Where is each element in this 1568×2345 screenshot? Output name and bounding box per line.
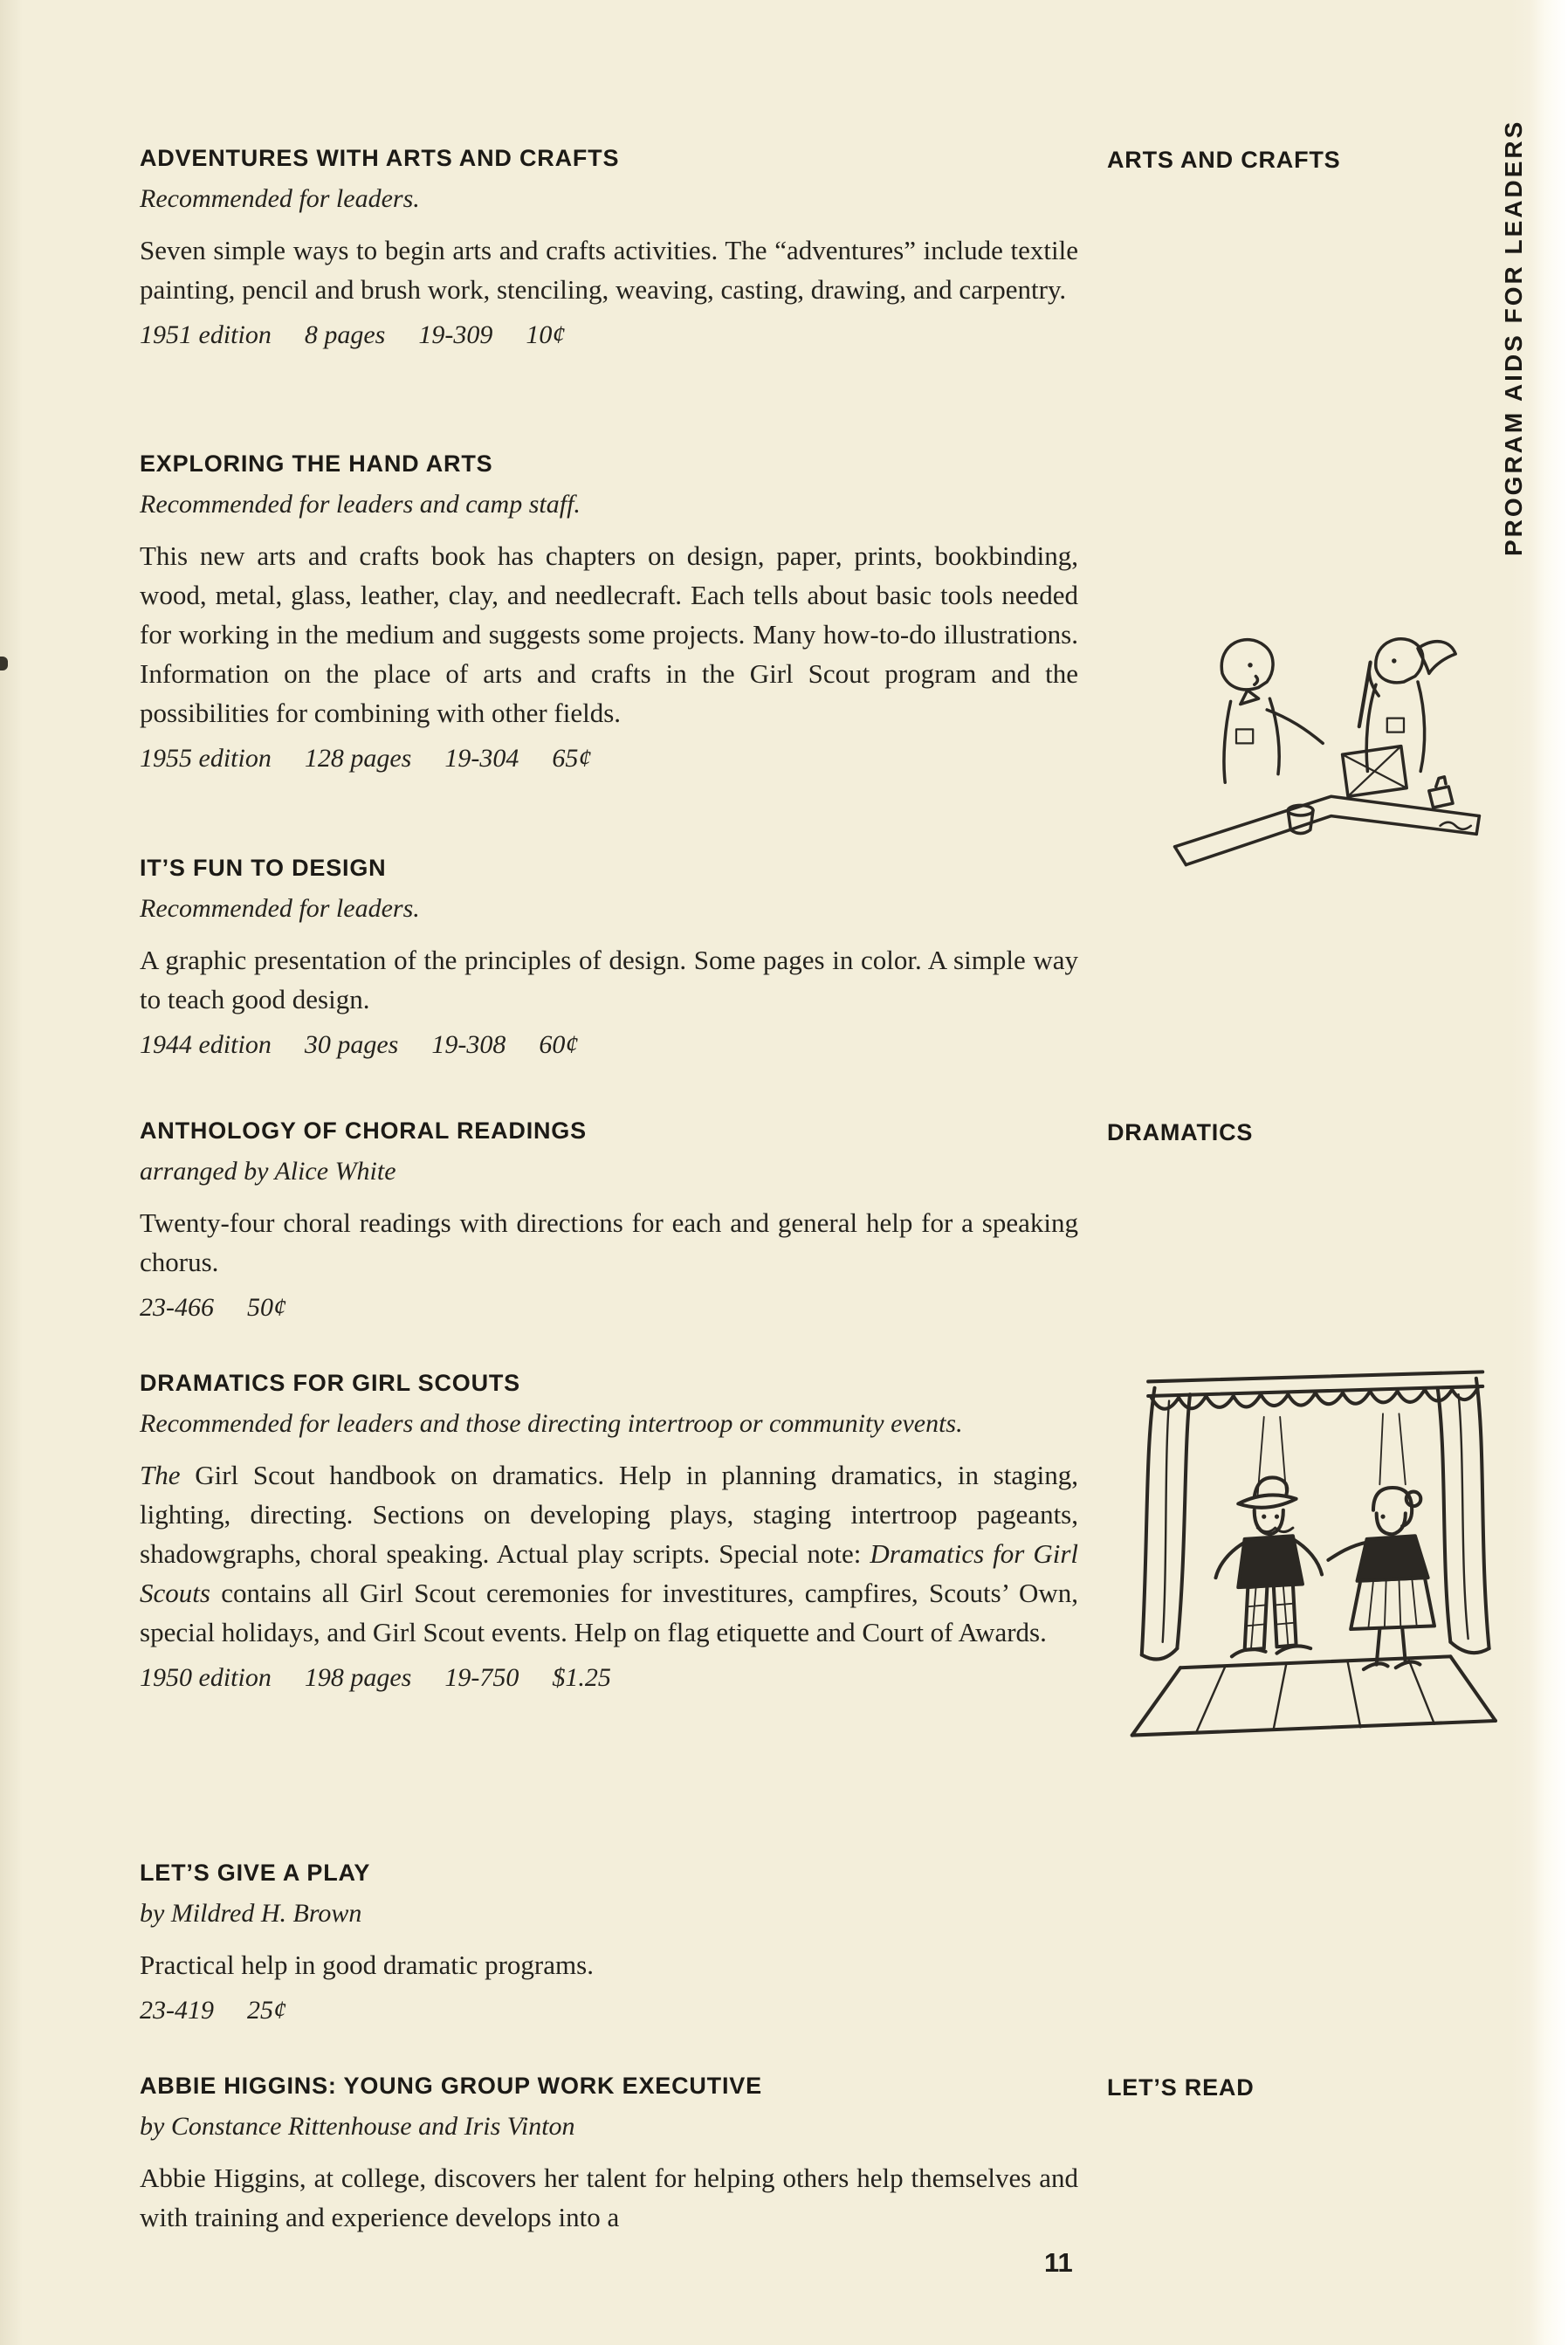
body-italic-run: Dramatics for Girl Scouts <box>140 1538 1078 1608</box>
meta-item: 8 pages <box>304 320 386 349</box>
book-entry <box>140 448 1078 777</box>
book-title: ADVENTURES WITH ARTS AND CRAFTS <box>140 145 620 171</box>
meta-item: 30 pages <box>304 1030 399 1059</box>
meta-item: 50¢ <box>247 1293 286 1322</box>
book-subtitle: Recommended for leaders. <box>140 184 420 213</box>
book-title: ABBIE HIGGINS: YOUNG GROUP WORK EXECUTIVE <box>140 2073 762 2099</box>
book-entry <box>140 1115 1078 1326</box>
book-entry <box>140 852 1078 1063</box>
book-description: Seven simple ways to begin arts and crafts activities. The “adventures” include textile painting, pencil and brush work, stenciling, weaving, casting, drawing, and carpentry. <box>140 235 1078 305</box>
book-description <box>140 1455 1078 1652</box>
stage-floor <box>1132 1656 1496 1735</box>
book-entry <box>140 1367 1078 1696</box>
puppet-strings <box>1257 1413 1405 1497</box>
stage-frame <box>1148 1372 1482 1408</box>
meta-item: 128 pages <box>304 744 412 773</box>
body-run: Girl Scout handbook on dramatics. Help in planning dramatics, in staging, lighting, directing. Sections on developing plays, staging intertroop pageants, shadowgraphs, choral speaking. Actual play scripts. Special note: <box>140 1460 1078 1569</box>
book-meta <box>140 1027 1078 1063</box>
meta-item: 19-309 <box>418 320 493 349</box>
stage-curtains <box>1142 1379 1489 1660</box>
body-italic-run: The <box>140 1460 181 1490</box>
meta-item: 65¢ <box>552 744 592 773</box>
girl-puppet <box>1328 1488 1434 1669</box>
girls-crafting-illustration <box>1166 625 1488 920</box>
book-meta <box>140 740 1078 777</box>
book-byline: arranged by Alice White <box>140 1157 396 1186</box>
book-subtitle: Recommended for leaders. <box>140 894 420 923</box>
page-number: 11 <box>1044 2247 1073 2278</box>
book-description: Practical help in good dramatic programs. <box>140 1950 594 1980</box>
book-meta <box>140 1289 1078 1326</box>
meta-item: 23-419 <box>140 1996 214 2025</box>
body-run: contains all Girl Scout ceremonies for investitures, campfires, Scouts’ Own, special holidays, and Girl Scout events. Help on flag etiquette and Court of Awards. <box>140 1578 1078 1647</box>
book-subtitle: Recommended for leaders and camp staff. <box>140 490 581 519</box>
meta-item: 198 pages <box>304 1663 412 1692</box>
book-meta <box>140 1660 1078 1696</box>
category-heading-dramatics: DRAMATICS <box>1107 1119 1254 1145</box>
book-meta <box>140 1992 1078 2029</box>
meta-item: 25¢ <box>247 1996 286 2025</box>
book-subtitle: Recommended for leaders and those directing intertroop or community events. <box>140 1409 963 1438</box>
book-title: ANTHOLOGY OF CHORAL READINGS <box>140 1117 587 1144</box>
book-byline: by Constance Rittenhouse and Iris Vinton <box>140 2112 575 2141</box>
book-description: Twenty-four choral readings with directions for each and general help for a speaking chorus. <box>140 1207 1078 1277</box>
book-title: LET’S GIVE A PLAY <box>140 1860 371 1886</box>
book-description: Abbie Higgins, at college, discovers her talent for helping others help themselves and with training and experience develops into a <box>140 2163 1078 2232</box>
meta-item: 1955 edition <box>140 744 272 773</box>
book-title: IT’S FUN TO DESIGN <box>140 855 387 881</box>
book-entry <box>140 2070 1078 2245</box>
book-title: EXPLORING THE HAND ARTS <box>140 450 493 477</box>
book-byline: by Mildred H. Brown <box>140 1899 362 1928</box>
puppet-show-illustration <box>1119 1348 1505 1769</box>
page-speck <box>0 657 8 670</box>
book-entry <box>140 142 1078 354</box>
category-heading-lets-read: LET’S READ <box>1107 2074 1255 2101</box>
book-title: DRAMATICS FOR GIRL SCOUTS <box>140 1370 520 1396</box>
cowboy-puppet <box>1216 1477 1323 1656</box>
meta-item: 60¢ <box>539 1030 579 1059</box>
vertical-sidebar-label: PROGRAM AIDS FOR LEADERS <box>1500 119 1527 556</box>
meta-item: 10¢ <box>526 320 566 349</box>
meta-item: 19-304 <box>444 744 519 773</box>
meta-item: 1951 edition <box>140 320 272 349</box>
meta-item: 19-750 <box>444 1663 519 1692</box>
book-description: A graphic presentation of the principles of design. Some pages in color. A simple way to teach good design. <box>140 945 1078 1014</box>
left-girl-figure <box>1221 640 1323 783</box>
meta-item: $1.25 <box>552 1663 611 1692</box>
book-description: This new arts and crafts book has chapters on design, paper, prints, bookbinding, wood, metal, glass, leather, clay, and needlecraft. Each tells about basic tools needed for working in the medium and suggests some projects. Many how-to-do illustrations. Information on the place of arts and crafts in the Girl Scout program and the possibilities for combining with other fields. <box>140 540 1078 728</box>
meta-item: 1944 edition <box>140 1030 272 1059</box>
meta-item: 19-308 <box>431 1030 506 1059</box>
book-meta <box>140 317 1078 354</box>
book-entry <box>140 1857 1078 2029</box>
meta-item: 1950 edition <box>140 1663 272 1692</box>
meta-item: 23-466 <box>140 1293 214 1322</box>
category-heading-arts-and-crafts: ARTS AND CRAFTS <box>1107 147 1341 173</box>
